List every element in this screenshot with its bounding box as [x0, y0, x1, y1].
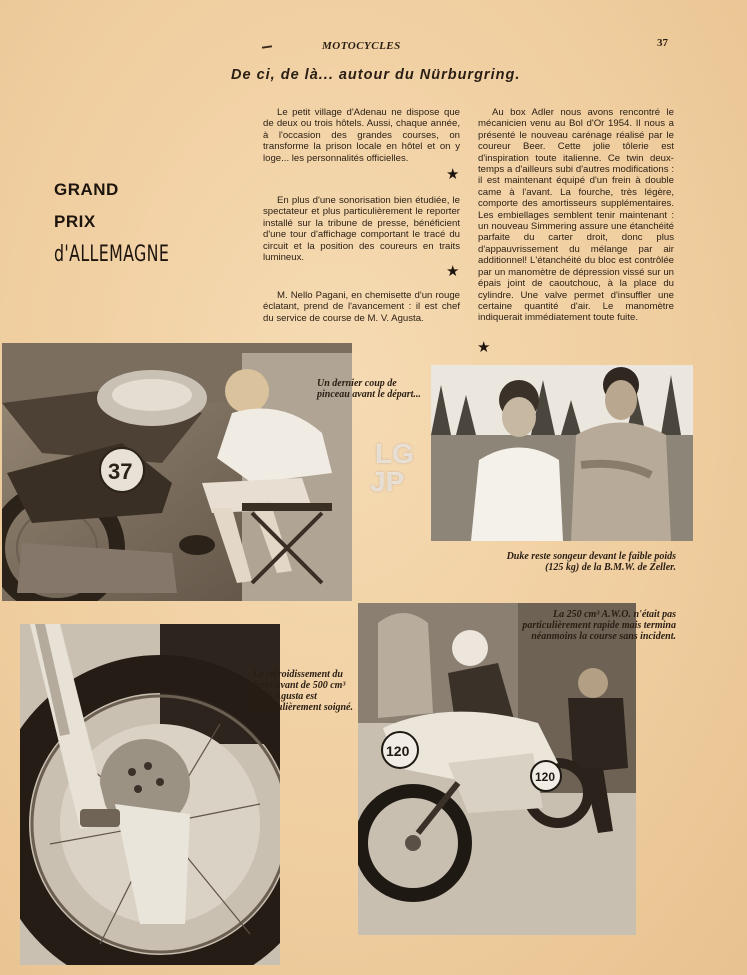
caption-brake: Le refroidissement du frein avant de 500 cm³ M.V. Agusta est particulièrement soigné. — [253, 669, 353, 713]
caption-duke: Duke reste songeur devant le faible poids (125 kg) de la B.M.W. de Zeller. — [506, 551, 676, 573]
photo-duke-zeller-image — [431, 365, 693, 541]
section-title: MOTOCYCLES — [322, 40, 401, 52]
race-number-37: 37 — [108, 459, 133, 484]
title-line-allemagne: d'ALLEMAGNE — [54, 242, 170, 267]
star-divider: ★ — [477, 340, 491, 356]
photo-front-brake — [20, 624, 280, 965]
race-number-120-front: 120 — [386, 743, 410, 759]
race-number-120-side: 120 — [535, 770, 556, 784]
watermark-logo: LG JP — [370, 438, 414, 497]
photo-awo-250-image — [358, 603, 636, 935]
title-line-prix: PRIX — [54, 212, 96, 231]
caption-painting: Un dernier coup de pinceau avant le départ... — [317, 378, 421, 400]
photo-awo-250 — [358, 603, 636, 935]
header-dash — [262, 45, 272, 48]
title-line-grand: GRAND — [54, 180, 119, 199]
photo-duke-zeller — [431, 365, 693, 541]
page-number: 37 — [657, 37, 668, 49]
star-divider: ★ — [446, 264, 460, 280]
photo-mechanic-painting — [2, 343, 352, 601]
column1-paragraph1: Le petit village d'Adenau ne dispose que de deux ou trois hôtels. Aussi, chaque année, à l'occasion des grandes courses, on transforme la prison locale en hôtel et on y loge... les personnalités officielles. — [263, 107, 460, 164]
column2-paragraph1: Au box Adler nous avons rencontré le mécanicien venu au Bol d'Or 1954. Il nous a présenté le nouveau carénage réalisé par le coureur Beer. Cette jolie tôlerie est d'inspiration toute italienne. Ce twin deux-temps a d'ailleurs subi d'autres modifications : il est maintenant équipé d'un frein à double came à l'avant. La fourche, très légère, comporte des amortisseurs supplémentaires. Les embiellages semblent tenir maintenant : un nouveau Simmering assure une étanchéité parfaite du carter droit, donc plus d'appauvrissement du mélange par air additionnel! L'étanchéité du bloc est contrôlée par un manomètre de dépression vissé sur un épais joint de caoutchouc, à la place du cylindre. Une valve permet d'insuffler une certaine quantité d'air. Le manomètre indiquerait immédiatement toute fuite. — [478, 107, 674, 324]
star-divider: ★ — [446, 167, 460, 183]
grand-prix-title — [54, 174, 214, 272]
column1-paragraph2: En plus d'une sonorisation bien étudiée, le spectateur et plus particulièrement le reporter installé sur la tribune de presse, bénéficient d'une tour d'affichage comportant le tracé du circuit et la position des coureurs en traits lumineux. — [263, 195, 460, 264]
photo-front-brake-image — [20, 624, 280, 965]
caption-awo: La 250 cm³ A.W.O. n'était pas particulièrement rapide mais termina néanmoins la course sans incident. — [522, 609, 676, 642]
article-headline: De ci, de là... autour du Nürburgring. — [231, 67, 521, 83]
photo-mechanic-painting-image — [2, 343, 352, 601]
column1-paragraph3: M. Nello Pagani, en chemisette d'un rouge éclatant, prend de l'avancement : il est chef du service de course de M. V. Agusta. — [263, 290, 460, 324]
